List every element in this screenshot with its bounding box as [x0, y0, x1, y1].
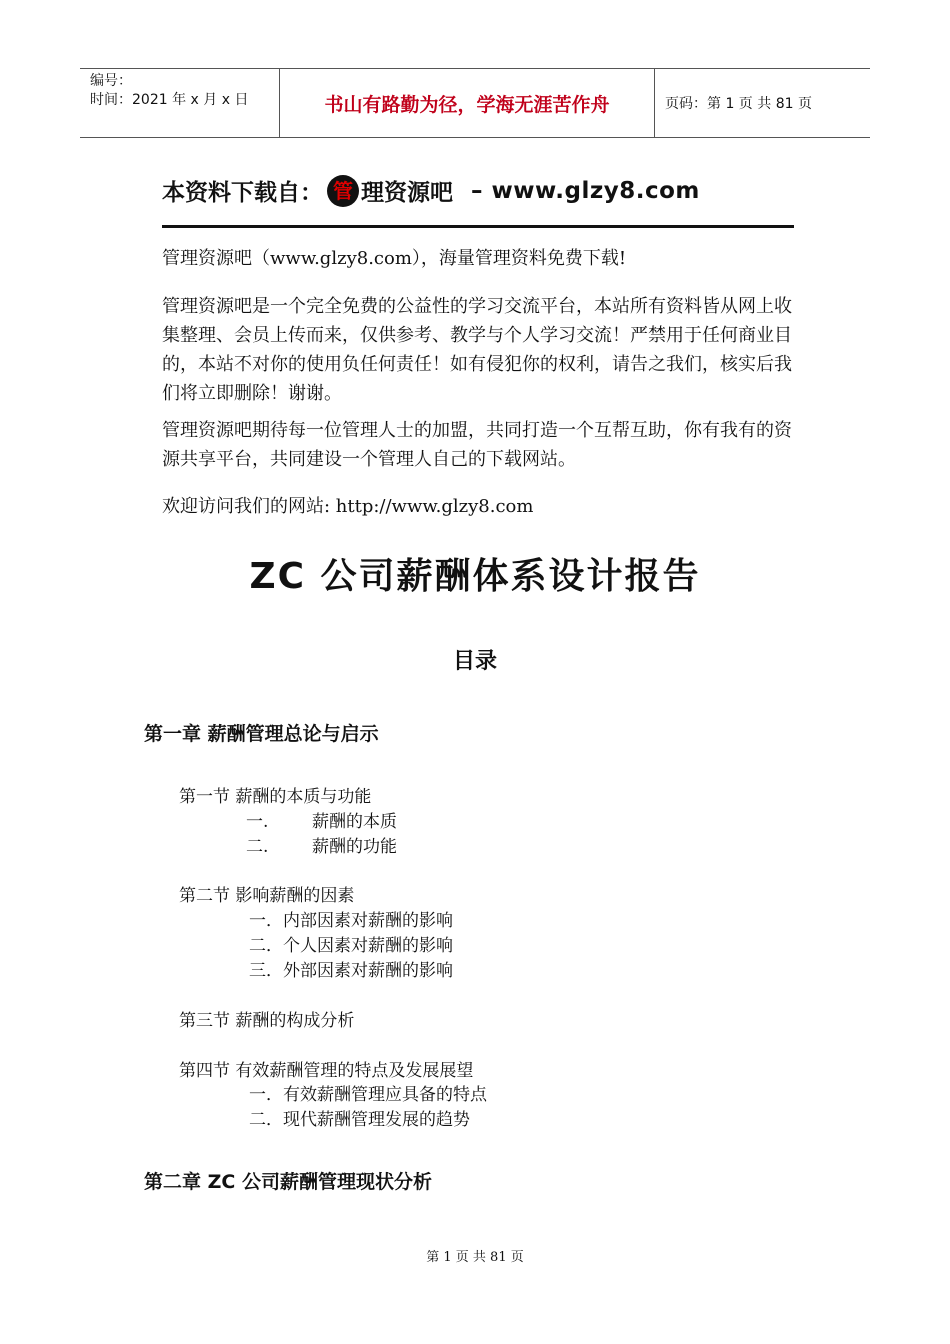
toc-chapter-1[interactable]: 第一章 薪酬管理总论与启示 — [144, 723, 379, 745]
toc-section-2[interactable]: 第二节 影响薪酬的因素 — [179, 886, 355, 906]
toc-item-num: 二. — [246, 837, 269, 857]
toc-item[interactable]: 三．外部因素对薪酬的影响 — [249, 961, 453, 981]
banner-url[interactable]: – www.glzy8.com — [471, 177, 700, 204]
banner-text — [162, 174, 700, 207]
toc-section-1[interactable]: 第一节 薪酬的本质与功能 — [179, 787, 372, 807]
banner-divider — [162, 225, 794, 228]
banner-prefix: 本资料下载自： — [162, 180, 323, 206]
toc-item-num: 一. — [246, 812, 269, 832]
toc-item[interactable]: 一．有效薪酬管理应具备的特点 — [249, 1085, 487, 1105]
page-footer: 第 1 页 共 81 页 — [426, 1250, 524, 1265]
toc-chapter-2[interactable]: 第二章 ZC 公司薪酬管理现状分析 — [144, 1171, 432, 1193]
toc-item[interactable]: 薪酬的本质 — [312, 812, 397, 832]
toc-item[interactable]: 二．现代薪酬管理发展的趋势 — [249, 1110, 470, 1130]
notice-line: 管理资源吧（www.glzy8.com），海量管理资料免费下载! — [162, 248, 627, 269]
header-motto: 书山有路勤为径，学海无涯苦作舟 — [280, 69, 655, 137]
header-meta — [80, 69, 280, 137]
banner-site-name: 理资源吧 — [361, 180, 453, 206]
page-header — [80, 68, 870, 138]
toc-item[interactable]: 薪酬的功能 — [312, 837, 397, 857]
date-label: 时间：2021 年 x 月 x 日 — [90, 92, 249, 108]
toc-section-3[interactable]: 第三节 薪酬的构成分析 — [179, 1011, 355, 1031]
header-page-info: 页码：第 1 页 共 81 页 — [665, 96, 812, 112]
toc-item[interactable]: 一．内部因素对薪酬的影响 — [249, 911, 453, 931]
toc-section-4[interactable]: 第四节 有效薪酬管理的特点及发展展望 — [179, 1061, 474, 1081]
number-label: 编号： — [90, 73, 132, 89]
document-title: ZC 公司薪酬体系设计报告 — [249, 556, 701, 597]
notice-disclaimer: 管理资源吧是一个完全免费的公益性的学习交流平台，本站所有资料皆从网上收集整理、会员上传而来，仅供参考、教学与个人学习交流！严禁用于任何商业目的，本站不对你的使用负任何责任！如有侵犯你的权利，请告之我们，核实后我们将立即删除！谢谢。 — [162, 296, 792, 404]
toc-heading: 目录 — [452, 649, 497, 674]
download-banner — [162, 168, 794, 230]
toc-item[interactable]: 二．个人因素对薪酬的影响 — [249, 936, 453, 956]
notice-invitation: 管理资源吧期待每一位管理人士的加盟，共同打造一个互帮互助，你有我有的资源共享平台，共同建设一个管理人自己的下载网站。 — [162, 420, 792, 470]
site-logo-icon: 管 — [327, 175, 359, 207]
notice-visit-link[interactable]: 欢迎访问我们的网站: http://www.glzy8.com — [162, 496, 534, 517]
